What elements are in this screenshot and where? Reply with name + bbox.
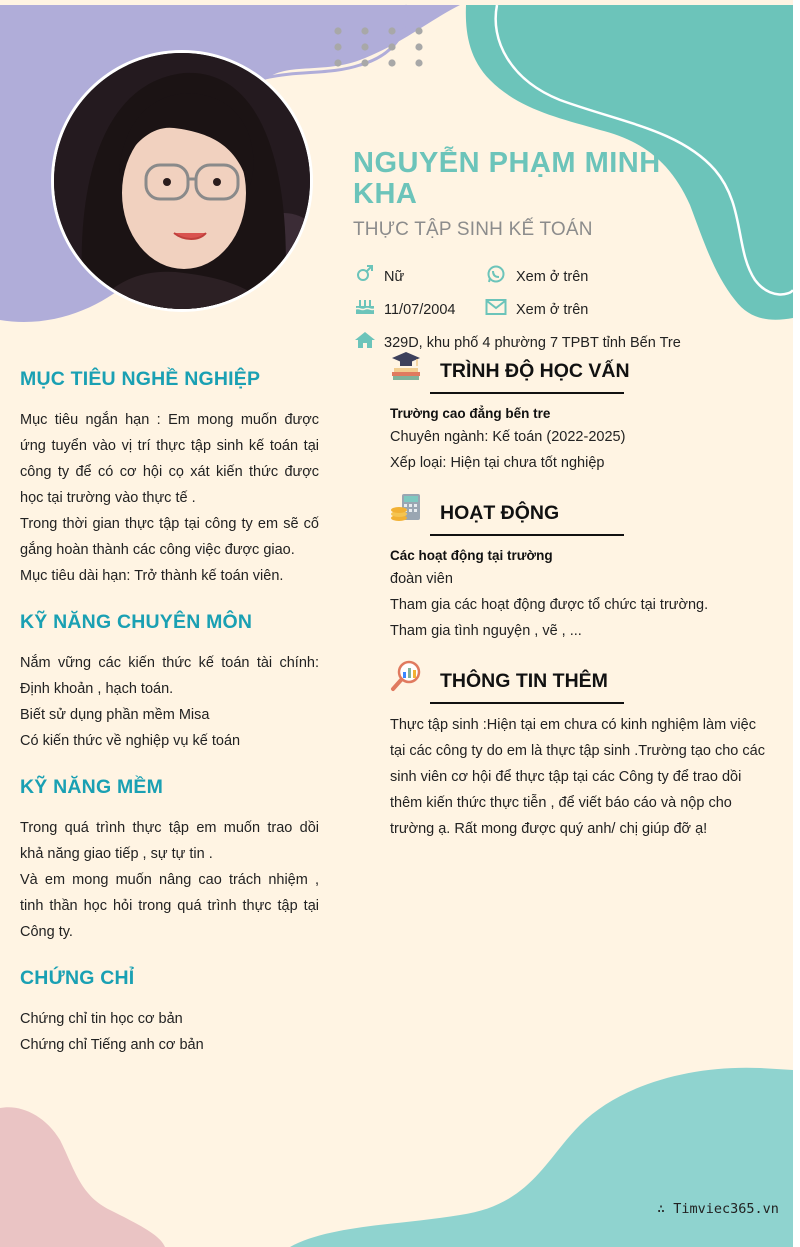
education-title: TRÌNH ĐỘ HỌC VẤN <box>440 360 630 382</box>
soft-skill-line: Trong quá trình thực tập em muốn trao dồi khả năng giao tiếp , sự tự tin . <box>20 820 319 862</box>
home-icon <box>354 331 376 349</box>
additional-body <box>390 712 770 842</box>
email-value: Xem ở trên <box>516 302 589 318</box>
additional-text: Thực tập sinh :Hiện tại em chưa có kinh nghiệm làm việc tại các công ty do em là thực tập sinh .Trường tạo cho các sinh viên cơ hội để thực tập tại các Công ty để trao dồi thêm kiến thức thực tiễn , để viết báo cáo và nộp cho trường ạ. Rất mong được quý anh/ chị giúp đỡ ạ! <box>390 717 765 837</box>
rank: Xếp loại: Hiện tại chưa tốt nghiệp <box>390 455 605 471</box>
school-name: Trường cao đẳng bến tre <box>390 406 551 421</box>
avatar-photo <box>54 53 310 309</box>
mail-icon <box>485 298 507 316</box>
skill-line: Có kiến thức về nghiệp vụ kế toán <box>20 733 241 749</box>
career-objective-line: Trong thời gian thực tập tại công ty em sẽ cố gắng hoàn thành các công việc được giao. <box>20 516 319 558</box>
soft-skills-section <box>20 776 319 945</box>
job-title: THỰC TẬP SINH KẾ TOÁN <box>353 219 593 240</box>
additional-header <box>390 668 630 708</box>
candidate-name: NGUYỄN PHẠM MINH KHA <box>353 147 661 210</box>
activity-line: Tham gia tình nguyện , vẽ , ... <box>390 623 582 639</box>
major: Chuyên ngành: Kế toán (2022-2025) <box>390 429 626 445</box>
education-header <box>390 358 630 398</box>
certificates-section <box>20 967 319 1058</box>
soft-skill-line: Và em mong muốn nâng cao trách nhiệm , tinh thần học hỏi trong quá trình thực tập tại Công ty. <box>20 872 319 940</box>
activities-header <box>390 500 630 540</box>
phone-value: Xem ở trên <box>516 269 589 285</box>
graduation-books-icon <box>390 350 422 382</box>
soft-skills-title: KỸ NĂNG MỀM <box>20 776 164 798</box>
skill-line: Nắm vững các kiến thức kế toán tài chính: Định khoản , hạch toán. <box>20 655 319 697</box>
skill-line: Biết sử dụng phần mềm Misa <box>20 707 210 723</box>
phone-icon <box>485 265 507 283</box>
additional-title: THÔNG TIN THÊM <box>440 670 608 692</box>
certificate-line: Chứng chỉ tin học cơ bản <box>20 1011 183 1027</box>
address-value: 329D, khu phố 4 phường 7 TPBT tỉnh Bến Tre <box>384 335 681 351</box>
additional-underline <box>430 702 624 704</box>
gender-value: Nữ <box>384 269 405 285</box>
cake-icon <box>354 297 376 315</box>
calculator-coins-icon <box>390 492 422 524</box>
certificate-line: Chứng chỉ Tiếng anh cơ bản <box>20 1037 204 1053</box>
certificates-title: CHỨNG CHỈ <box>20 967 135 989</box>
activities-underline <box>430 534 624 536</box>
professional-skills-section <box>20 611 319 754</box>
activity-line: đoàn viên <box>390 571 453 587</box>
magnifier-chart-icon <box>390 660 422 692</box>
activities-body <box>390 546 770 644</box>
dob-value: 11/07/2004 <box>384 302 456 318</box>
career-objective-line: Mục tiêu ngắn hạn : Em mong muốn được ứng tuyển vào vị trí thực tập sinh kế toán tại công ty để có cơ hội cọ xát kiến thức được học tại trường vào thực tế . <box>20 412 319 506</box>
gender-icon <box>354 265 376 283</box>
activities-title: HOẠT ĐỘNG <box>440 502 560 524</box>
professional-skills-title: KỸ NĂNG CHUYÊN MÔN <box>20 611 253 633</box>
timviec-logo[interactable]: ∴ Timviec365.vn <box>657 1201 779 1217</box>
career-objective-title: MỤC TIÊU NGHỀ NGHIỆP <box>20 368 261 390</box>
activity-line: Tham gia các hoạt động được tổ chức tại trường. <box>390 597 709 613</box>
activities-heading: Các hoạt động tại trường <box>390 548 553 563</box>
education-underline <box>430 392 624 394</box>
avatar <box>51 50 313 312</box>
education-body <box>390 404 770 476</box>
career-objective-section <box>20 368 319 589</box>
career-objective-line: Mục tiêu dài hạn: Trở thành kế toán viên. <box>20 568 284 584</box>
